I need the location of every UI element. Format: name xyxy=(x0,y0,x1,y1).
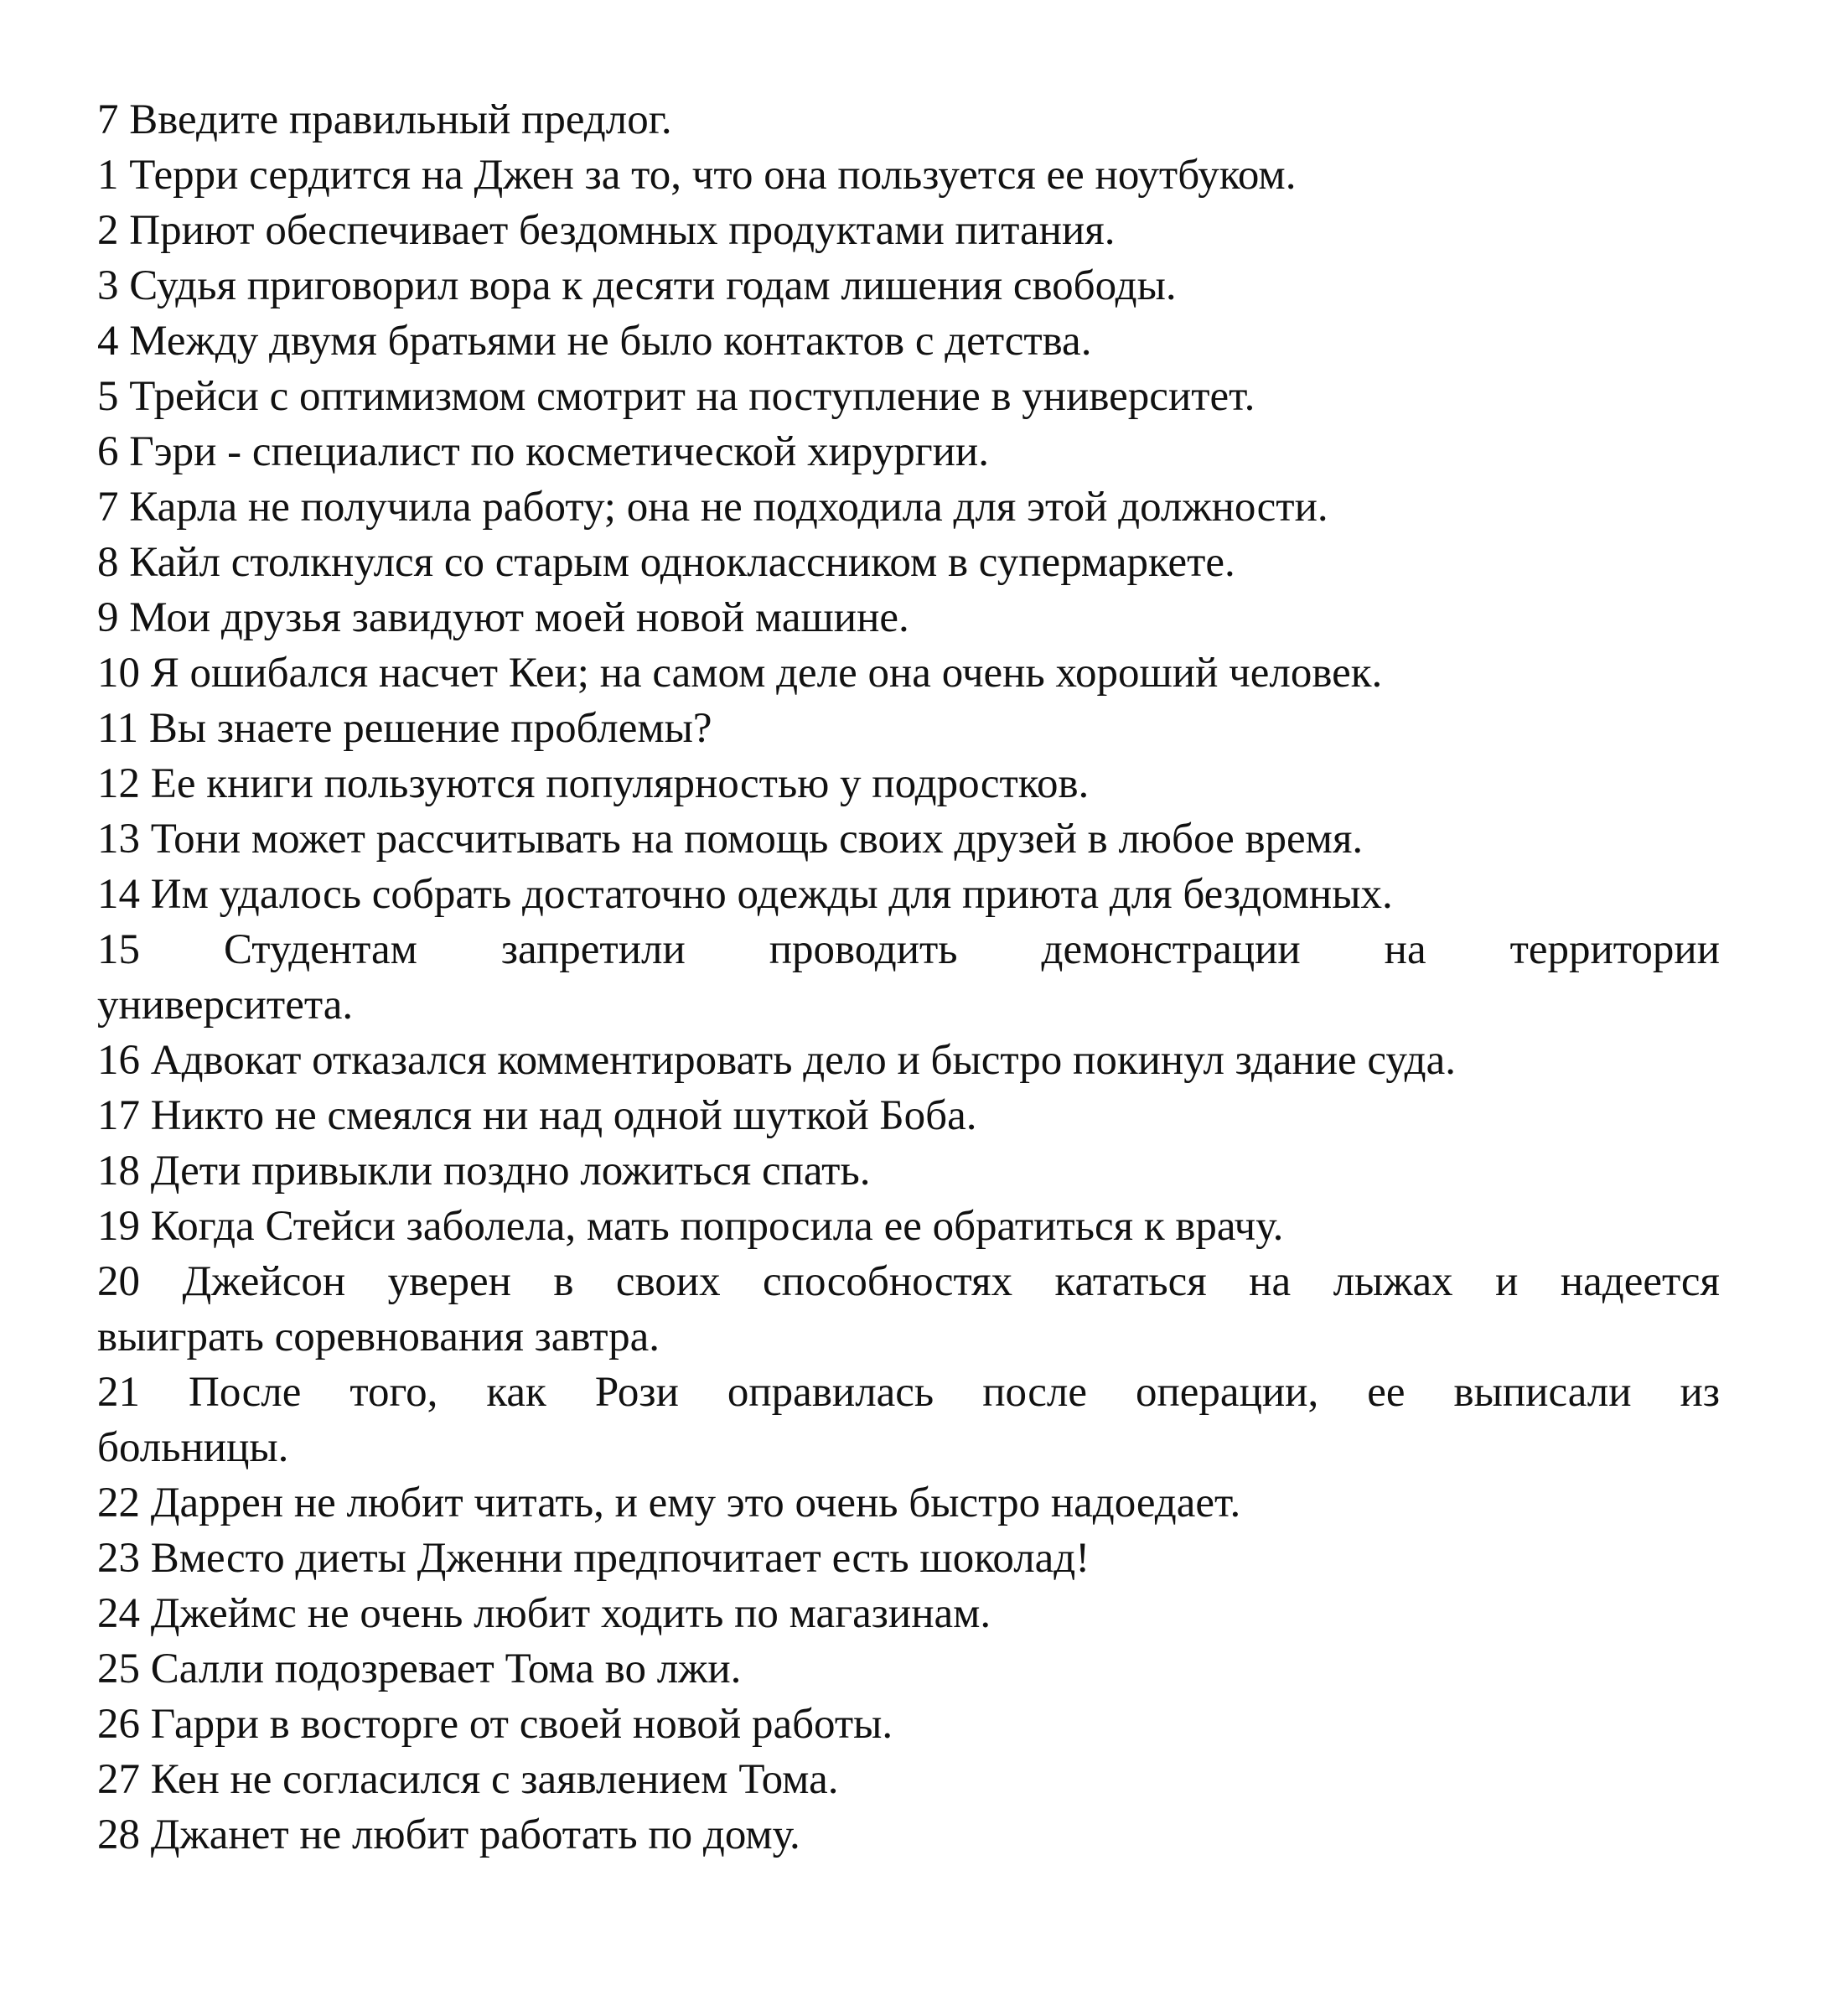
list-item: 8 Кайл столкнулся со старым одноклассником в супермаркете. xyxy=(97,539,1235,586)
list-item: 24 Джеймс не очень любит ходить по магазинам. xyxy=(97,1590,991,1637)
list-item-21-line2: больницы. xyxy=(97,1424,289,1471)
list-item-20-line1: 20 Джейсон уверен в своих способностях кататься на лыжах и надеется xyxy=(97,1258,1720,1305)
list-item: 6 Гэри - специалист по косметической хирургии. xyxy=(97,428,989,475)
list-item: 26 Гарри в восторге от своей новой работы. xyxy=(97,1701,893,1748)
list-item: 27 Кен не согласился с заявлением Тома. xyxy=(97,1756,839,1803)
list-item: 12 Ее книги пользуются популярностью у подростков. xyxy=(97,760,1090,807)
list-item: 23 Вместо диеты Дженни предпочитает есть шоколад! xyxy=(97,1535,1090,1582)
list-item: 19 Когда Стейси заболела, мать попросила ее обратиться к врачу. xyxy=(97,1203,1284,1250)
list-item: 25 Салли подозревает Тома во лжи. xyxy=(97,1645,742,1692)
document-body xyxy=(97,92,1720,1863)
list-item: 22 Даррен не любит читать, и ему это очень быстро надоедает. xyxy=(97,1480,1241,1526)
task-heading: 7 Введите правильный предлог. xyxy=(97,96,672,143)
list-item: 4 Между двумя братьями не было контактов с детства. xyxy=(97,318,1092,365)
list-item: 5 Трейси с оптимизмом смотрит на поступление в университет. xyxy=(97,373,1255,420)
list-item: 9 Мои друзья завидуют моей новой машине. xyxy=(97,594,909,641)
list-item: 3 Судья приговорил вора к десяти годам лишения свободы. xyxy=(97,262,1177,309)
list-item: 14 Им удалось собрать достаточно одежды для приюта для бездомных. xyxy=(97,871,1393,918)
list-item: 7 Карла не получила работу; она не подходила для этой должности. xyxy=(97,484,1328,531)
list-item: 1 Терри сердится на Джен за то, что она пользуется ее ноутбуком. xyxy=(97,152,1297,199)
list-item: 16 Адвокат отказался комментировать дело и быстро покинул здание суда. xyxy=(97,1037,1457,1084)
list-item-21-line1: 21 После того, как Рози оправилась после операции, ее выписали из xyxy=(97,1369,1720,1416)
list-item: 13 Тони может рассчитывать на помощь своих друзей в любое время. xyxy=(97,816,1364,863)
list-item: 10 Я ошибался насчет Кеи; на самом деле она очень хороший человек. xyxy=(97,650,1383,697)
list-item: 28 Джанет не любит работать по дому. xyxy=(97,1811,800,1858)
list-item: 18 Дети привыкли поздно ложиться спать. xyxy=(97,1148,871,1195)
list-item: 17 Никто не смеялся ни над одной шуткой Боба. xyxy=(97,1092,977,1139)
list-item-15-line2: университета. xyxy=(97,982,354,1029)
list-item: 11 Вы знаете решение проблемы? xyxy=(97,705,712,752)
list-item-20-line2: выиграть соревнования завтра. xyxy=(97,1314,660,1360)
list-item-15-line1: 15 Студентам запретили проводить демонстрации на территории xyxy=(97,926,1720,973)
list-item: 2 Приют обеспечивает бездомных продуктами питания. xyxy=(97,207,1116,254)
